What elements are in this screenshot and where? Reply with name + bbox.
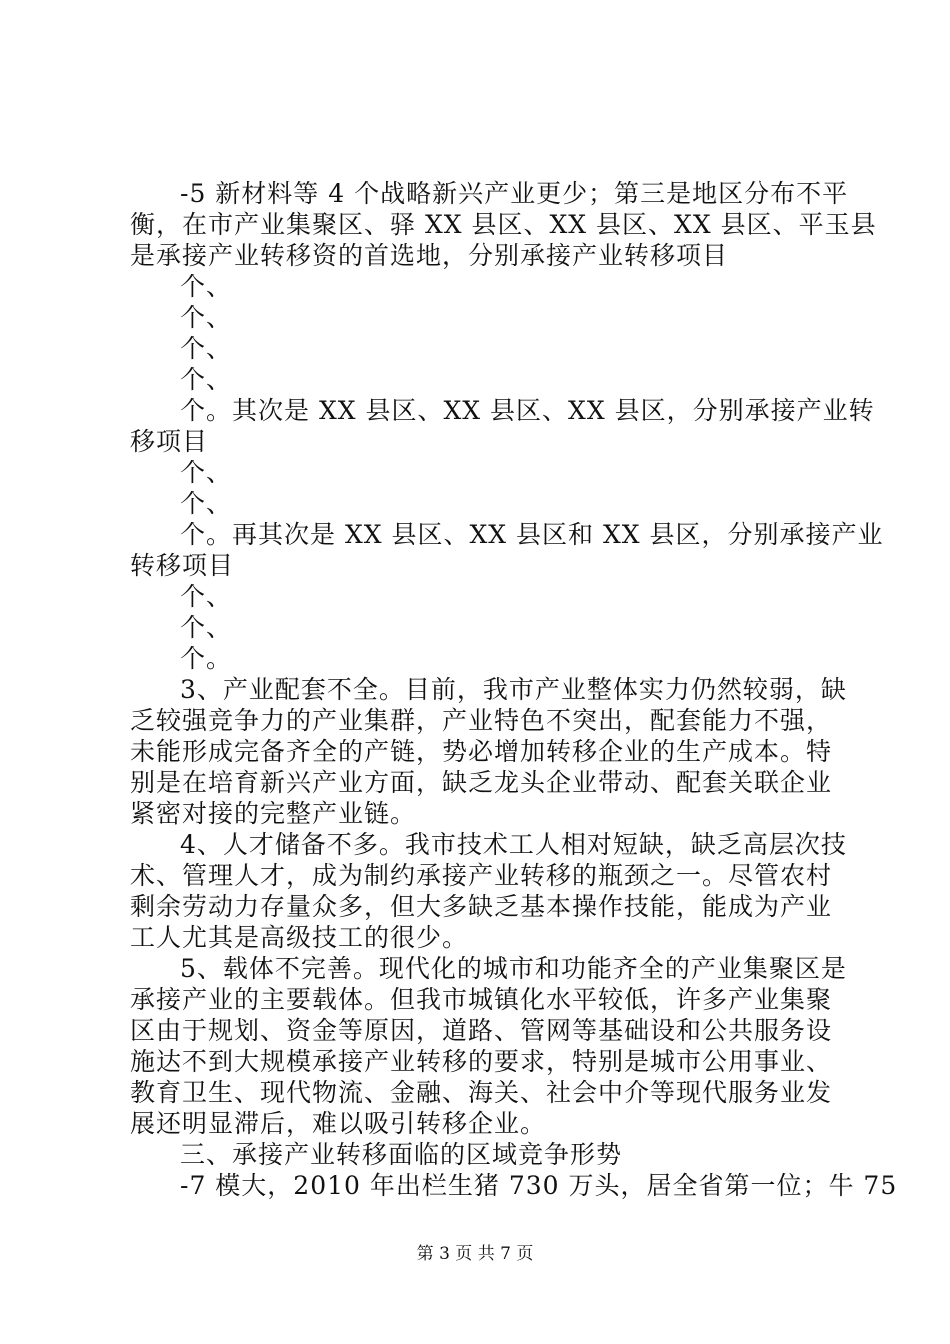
text-line: 个、 [180,272,233,301]
text-line: 展还明显滞后，难以吸引转移企业。 [130,1109,547,1138]
text-line: -7 模大，2010 年出栏生猪 730 万头，居全省第一位；牛 75 [180,1171,898,1200]
text-line: 剩余劳动力存量众多，但大多缺乏基本操作技能，能成为产业 [130,892,833,921]
text-line: 未能形成完备齐全的产链，势必增加转移企业的生产成本。特 [130,737,833,766]
text-line: 4、人才储备不多。我市技术工人相对短缺，缺乏高层次技 [180,830,847,859]
text-line: 区由于规划、资金等原因，道路、管网等基础设和公共服务设 [130,1016,833,1045]
text-line: 乏较强竞争力的产业集群，产业特色不突出，配套能力不强， [130,706,833,735]
text-line: 紧密对接的完整产业链。 [130,799,417,828]
text-line: 衡，在市产业集聚区、驿 XX 县区、XX 县区、XX 县区、平玉县 [130,210,877,239]
text-line: 个、 [180,334,233,363]
text-line: 个。 [180,644,233,673]
text-line: 个、 [180,458,233,487]
text-line: 个、 [180,613,233,642]
text-line: 个、 [180,489,233,518]
text-line: 个、 [180,582,233,611]
text-line: 承接产业的主要载体。但我市城镇化水平较低，许多产业集聚 [130,985,833,1014]
text-line: 移项目 [130,427,209,456]
text-line: -5 新材料等 4 个战略新兴产业更少；第三是地区分布不平 [180,179,849,208]
text-line: 三、承接产业转移面临的区域竞争形势 [180,1140,623,1169]
text-line: 别是在培育新兴产业方面，缺乏龙头企业带动、配套关联企业 [130,768,833,797]
text-line: 个。其次是 XX 县区、XX 县区、XX 县区，分别承接产业转 [180,396,875,425]
text-line: 术、管理人才，成为制约承接产业转移的瓶颈之一。尽管农村 [130,861,833,890]
page-footer [0,1244,950,1264]
text-line: 教育卫生、现代物流、金融、海关、社会中介等现代服务业发 [130,1078,833,1107]
text-line: 3、产业配套不全。目前，我市产业整体实力仍然较弱，缺 [180,675,847,704]
text-line: 个、 [180,303,233,332]
text-line: 工人尤其是高级技工的很少。 [130,923,469,952]
document-body [130,178,898,1201]
page-number: 第 3 页 共 7 页 [416,1244,534,1264]
text-line: 施达不到大规模承接产业转移的要求，特别是城市公用事业、 [130,1047,833,1076]
text-line: 个、 [180,365,233,394]
text-line: 个。再其次是 XX 县区、XX 县区和 XX 县区，分别承接产业 [180,520,884,549]
text-line: 5、载体不完善。现代化的城市和功能齐全的产业集聚区是 [180,954,847,983]
text-line: 转移项目 [130,551,235,580]
text-line: 是承接产业转移资的首选地，分别承接产业转移项目 [130,241,729,270]
